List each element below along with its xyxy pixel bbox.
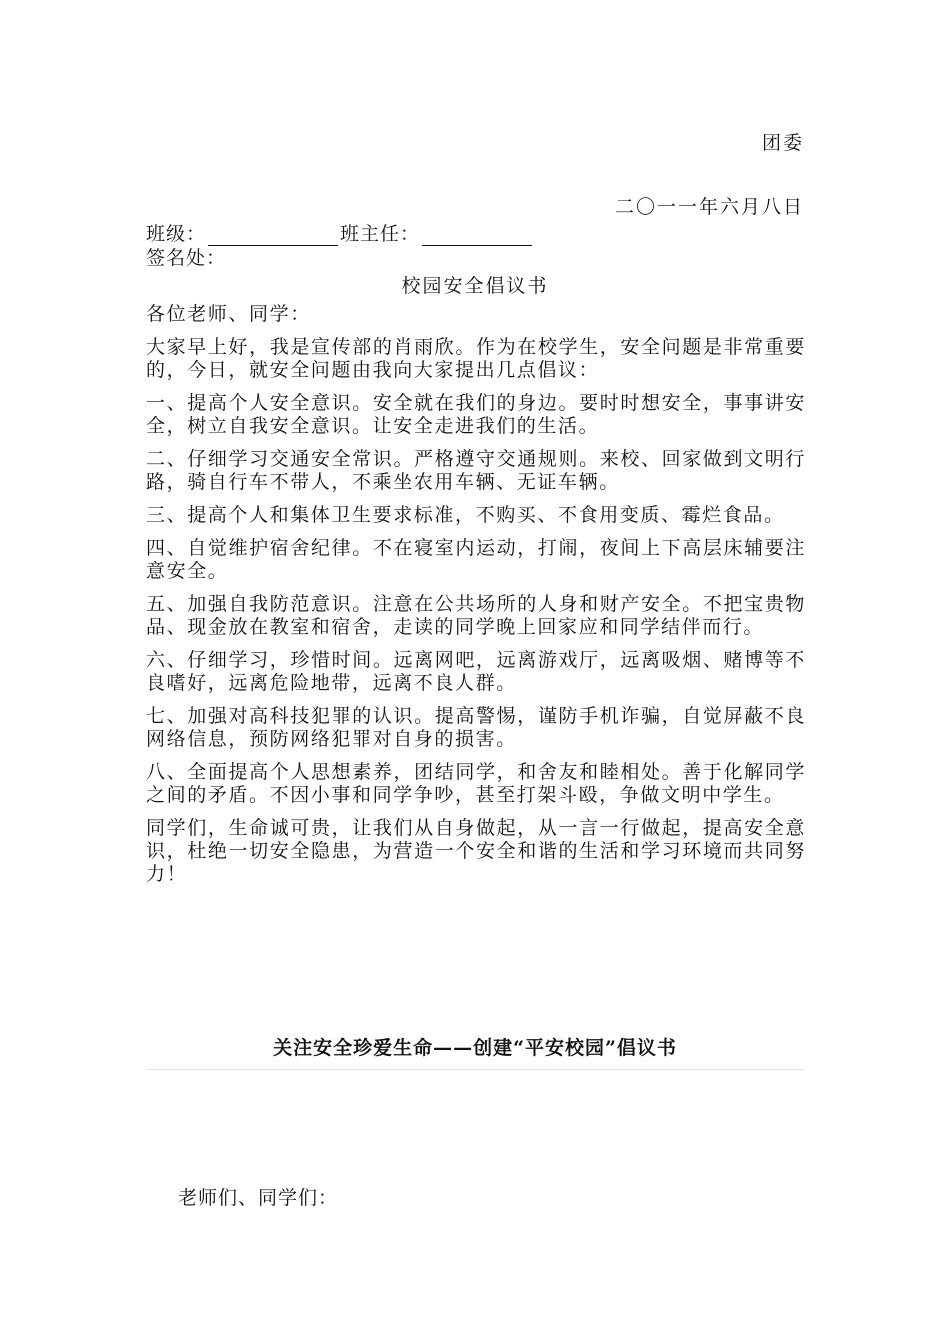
proposal-item: 三、提高个人和集体卫生要求标准，不购买、不食用变质、霉烂食品。 [146,504,785,526]
second-document-title: 关注安全珍爱生命——创建“平安校园”倡议书 [273,1037,677,1059]
document-body [146,303,806,896]
document-title: 校园安全倡议书 [401,275,549,297]
sign-label: 签名处： [146,247,227,269]
signature-org: 团委 [761,132,804,154]
class-label: 班级： [146,223,207,245]
closing-paragraph: 同学们，生命诚可贵，让我们从自身做起，从一言一行做起，提高安全意识，杜绝一切安全隐患，为营造一个安全和谐的生活和学习环境而共同努力！ [146,817,806,885]
second-document-greeting: 老师们、同学们： [178,1187,339,1209]
class-info-line [146,219,534,246]
teacher-label: 班主任： [340,223,421,245]
intro-paragraph: 大家早上好，我是宣传部的肖雨欣。作为在校学生，安全问题是非常重要的，今日，就安全问题由我向大家提出几点倡议： [146,336,806,381]
title-divider [146,1069,804,1070]
proposal-item: 七、加强对高科技犯罪的认识。提高警惕，谨防手机诈骗，自觉屏蔽不良网络信息，预防网络犯罪对自身的损害。 [146,705,806,750]
proposal-item: 四、自觉维护宿舍纪律。不在寝室内运动，打闹，夜间上下高层床辅要注意安全。 [146,537,806,582]
proposal-item: 六、仔细学习，珍惜时间。远离网吧，远离游戏厅，远离吸烟、赌博等不良嗜好，远离危险地带，远离不良人群。 [146,649,806,694]
class-blank-field[interactable] [208,225,338,246]
proposal-item: 八、全面提高个人思想素养，团结同学，和舍友和睦相处。善于化解同学之间的矛盾。不因小事和同学争吵，甚至打架斗殴，争做文明中学生。 [146,761,806,806]
proposal-item: 一、提高个人安全意识。安全就在我们的身边。要时时想安全，事事讲安全，树立自我安全意识。让安全走进我们的生活。 [146,392,806,437]
salutation: 各位老师、同学： [146,303,311,325]
signature-date: 二〇一一年六月八日 [614,196,804,218]
teacher-blank-field[interactable] [422,225,532,246]
proposal-item: 五、加强自我防范意识。注意在公共场所的人身和财产安全。不把宝贵物品、现金放在教室和宿舍，走读的同学晚上回家应和同学结伴而行。 [146,593,806,638]
proposal-item: 二、仔细学习交通安全常识。严格遵守交通规则。来校、回家做到文明行路，骑自行车不带人，不乘坐农用车辆、无证车辆。 [146,448,806,493]
